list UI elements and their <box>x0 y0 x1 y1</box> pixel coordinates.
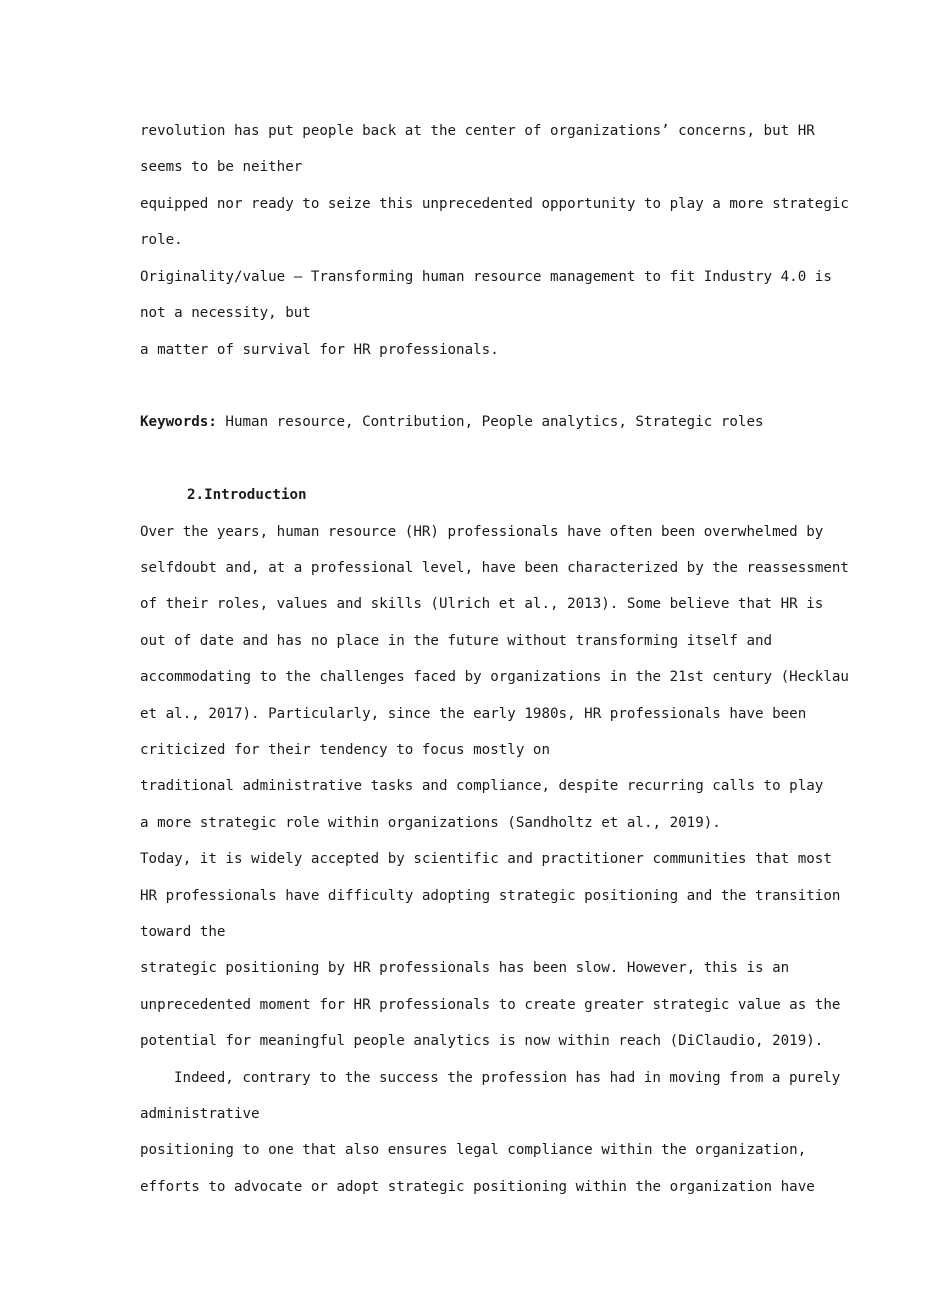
body-line: efforts to advocate or adopt strategic positioning within the organization have <box>140 1179 815 1195</box>
body-line: toward the <box>140 924 226 940</box>
body-line: unprecedented moment for HR professionals to create greater strategic value as the <box>140 997 841 1013</box>
abstract-line: seems to be neither <box>140 159 303 175</box>
body-line: Today, it is widely accepted by scientific and practitioner communities that most <box>140 851 832 867</box>
body-line: positioning to one that also ensures legal compliance within the organization, <box>140 1142 807 1158</box>
abstract-line: revolution has put people back at the center of organizations’ concerns, but HR <box>140 123 815 139</box>
body-line: administrative <box>140 1106 260 1122</box>
body-line: potential for meaningful people analytics is now within reach (DiClaudio, 2019). <box>140 1033 824 1049</box>
body-line: a more strategic role within organizations (Sandholtz et al., 2019). <box>140 815 721 831</box>
abstract-line: a matter of survival for HR professionals. <box>140 342 499 358</box>
body-line: strategic positioning by HR professionals has been slow. However, this is an <box>140 960 790 976</box>
body-line: of their roles, values and skills (Ulrich et al., 2013). Some believe that HR is <box>140 596 824 612</box>
body-line: HR professionals have difficulty adopting strategic positioning and the transition <box>140 888 841 904</box>
body-line: criticized for their tendency to focus mostly on <box>140 742 550 758</box>
keywords-label: Keywords: <box>140 414 217 430</box>
body-line: selfdoubt and, at a professional level, have been characterized by the reassessment <box>140 560 849 576</box>
abstract-line: not a necessity, but <box>140 305 311 321</box>
body-line: Over the years, human resource (HR) professionals have often been overwhelmed by <box>140 524 824 540</box>
keywords-line <box>140 412 790 432</box>
abstract-line: role. <box>140 232 183 248</box>
section-heading: 2.Introduction <box>187 487 307 503</box>
body-line: out of date and has no place in the future without transforming itself and <box>140 633 773 649</box>
keywords-text: Human resource, Contribution, People analytics, Strategic roles <box>216 414 764 430</box>
abstract-line: equipped nor ready to seize this unprecedented opportunity to play a more strategic <box>140 196 849 212</box>
body-line: traditional administrative tasks and compliance, despite recurring calls to play <box>140 778 824 794</box>
body-line: Indeed, contrary to the success the profession has had in moving from a purely <box>174 1070 841 1086</box>
body-line: accommodating to the challenges faced by organizations in the 21st century (Hecklau <box>140 669 849 685</box>
body-line: et al., 2017). Particularly, since the early 1980s, HR professionals have been <box>140 706 807 722</box>
abstract-line: Originality/value – Transforming human resource management to fit Industry 4.0 is <box>140 269 832 285</box>
